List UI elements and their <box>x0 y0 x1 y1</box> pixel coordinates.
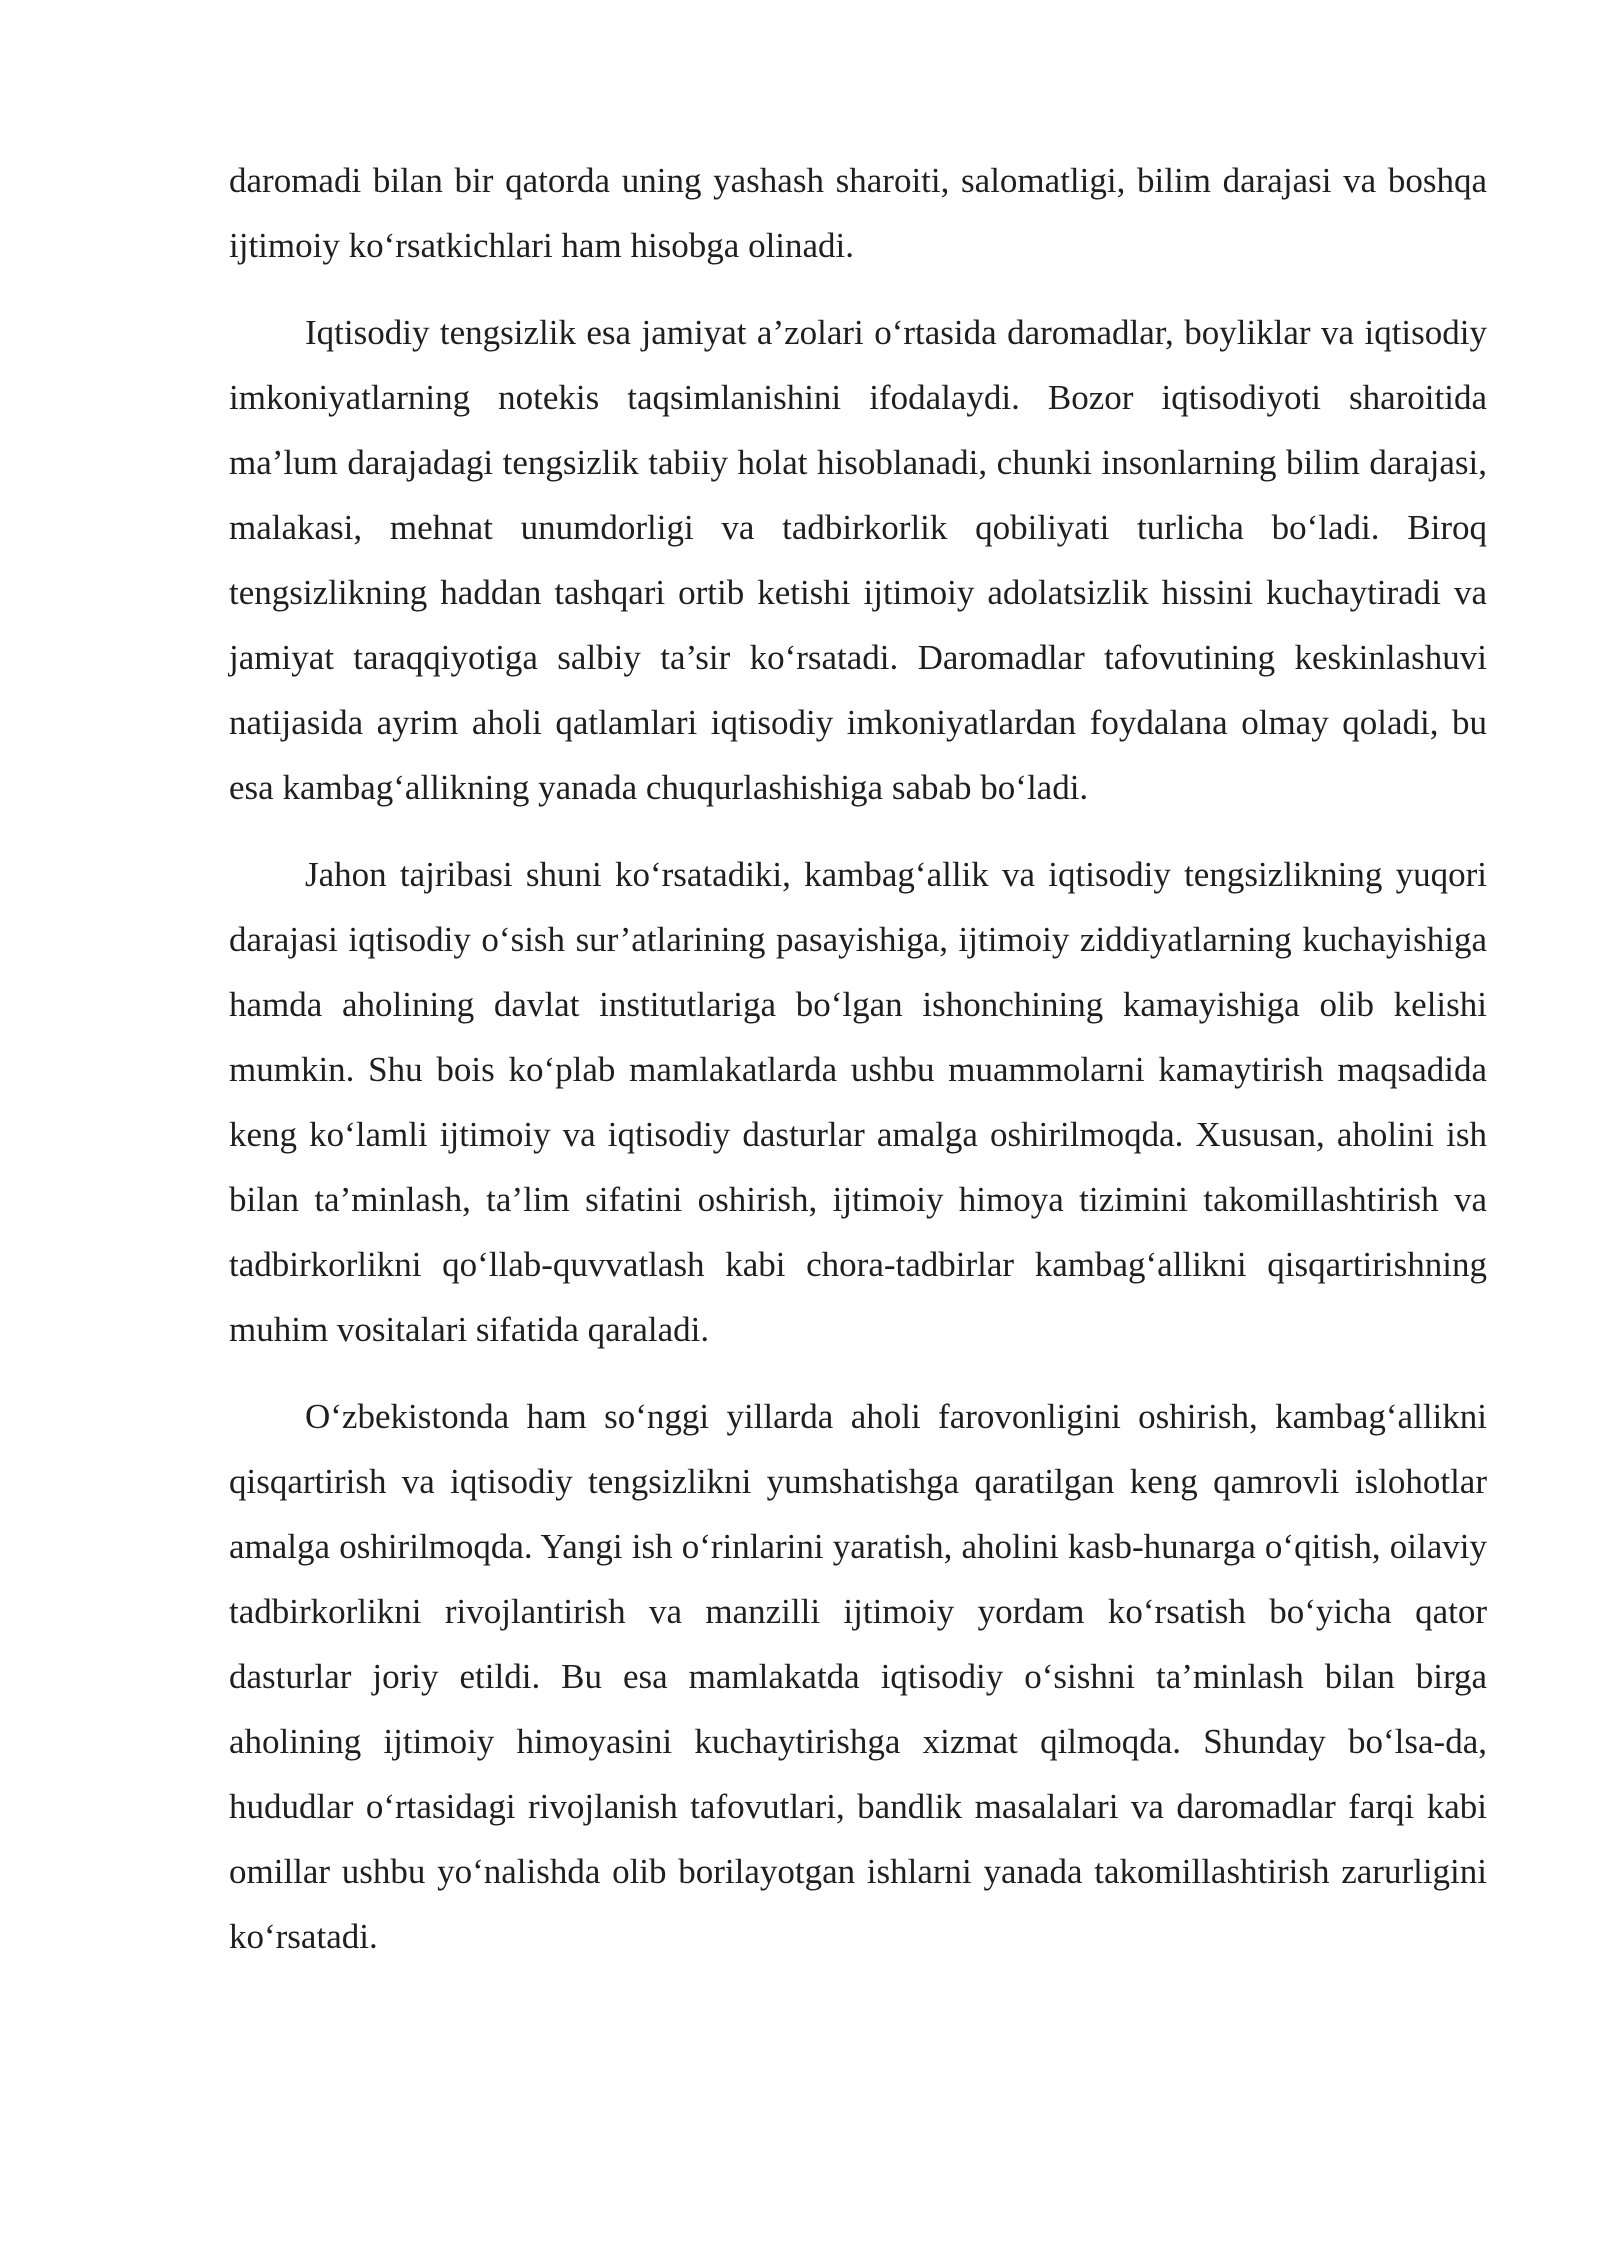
paragraph-continued: daromadi bilan bir qatorda uning yashash sharoiti, salomatligi, bilim darajasi va boshqa ijtimoiy ko‘rsatkichlari ham hisobga olinadi. <box>229 161 1487 265</box>
paragraph-uzbekistan-reforms: O‘zbekistonda ham so‘nggi yillarda aholi farovonligini oshirish, kambag‘allikni qisqartirish va iqtisodiy tengsizlikni yumshatishga qaratilgan keng qamrovli islohotlar amalga oshirilmoqda. Yangi ish o‘rinlarini yaratish, aholini kasb-hunarga o‘qitish, oilaviy tadbirkorlikni rivojlantirish va manzilli ijtimoiy yordam ko‘rsatish bo‘yicha qator dasturlar joriy etildi. Bu esa mamlakatda iqtisodiy o‘sishni ta’minlash bilan birga aholining ijtimoiy himoyasini kuchaytirishga xizmat qilmoqda. Shunday bo‘lsa-da, hududlar o‘rtasidagi rivojlanish tafovutlari, bandlik masalalari va daromadlar farqi kabi omillar ushbu yo‘nalishda olib borilayotgan ishlarni yanada takomillashtirish zarurligini ko‘rsatadi. <box>229 1397 1487 1956</box>
paragraph-world-experience: Jahon tajribasi shuni ko‘rsatadiki, kambag‘allik va iqtisodiy tengsizlikning yuqori darajasi iqtisodiy o‘sish sur’atlarining pasayishiga, ijtimoiy ziddiyatlarning kuchayishiga hamda aholining davlat institutlariga bo‘lgan ishonchining kamayishiga olib kelishi mumkin. Shu bois ko‘plab mamlakatlarda ushbu muammolarni kamaytirish maqsadida keng ko‘lamli ijtimoiy va iqtisodiy dasturlar amalga oshirilmoqda. Xususan, aholini ish bilan ta’minlash, ta’lim sifatini oshirish, ijtimoiy himoya tizimini takomillashtirish va tadbirkorlikni qo‘llab-quvvatlash kabi chora-tadbirlar kambag‘allikni qisqartirishning muhim vositalari sifatida qaraladi. <box>229 855 1487 1349</box>
paragraph-economic-inequality: Iqtisodiy tengsizlik esa jamiyat a’zolari o‘rtasida daromadlar, boyliklar va iqtisodiy imkoniyatlarning notekis taqsimlanishini ifodalaydi. Bozor iqtisodiyoti sharoitida ma’lum darajadagi tengsizlik tabiiy holat hisoblanadi, chunki insonlarning bilim darajasi, malakasi, mehnat unumdorligi va tadbirkorlik qobiliyati turlicha bo‘ladi. Biroq tengsizlikning haddan tashqari ortib ketishi ijtimoiy adolatsizlik hissini kuchaytiradi va jamiyat taraqqiyotiga salbiy ta’sir ko‘rsatadi. Daromadlar tafovutining keskinlashuvi natijasida ayrim aholi qatlamlari iqtisodiy imkoniyatlardan foydalana olmay qoladi, bu esa kambag‘allikning yanada chuqurlashishiga sabab bo‘ladi. <box>229 313 1487 807</box>
body-text <box>229 148 1487 1991</box>
